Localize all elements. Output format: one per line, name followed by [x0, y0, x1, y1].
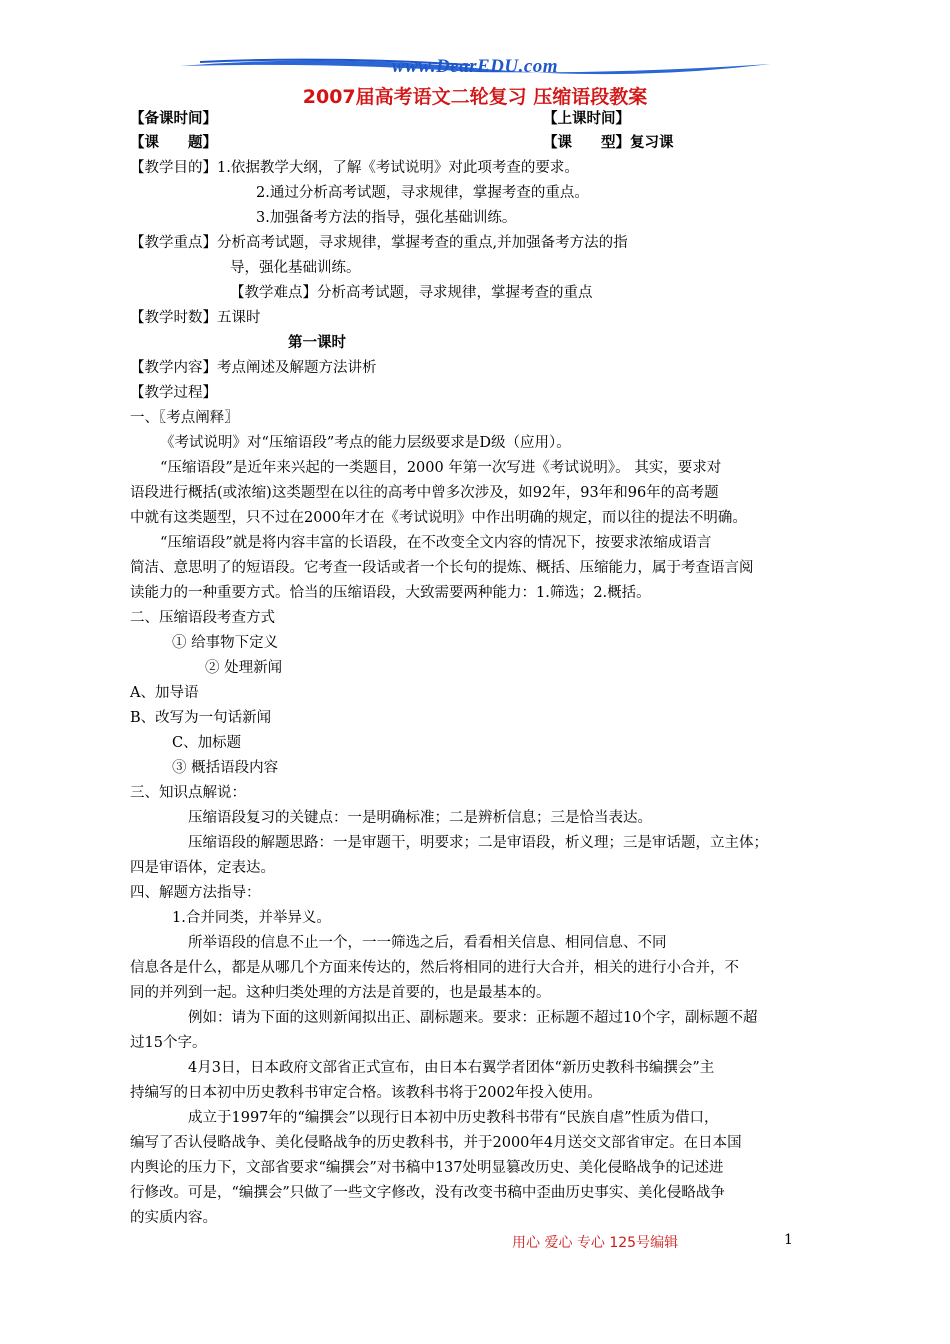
body-line: “压缩语段”就是将内容丰富的长语段，在不改变全文内容的情况下，按要求浓缩成语言 — [160, 535, 712, 551]
body-line: 成立于1997年的“编撰会”以现行日本初中历史教科书带有“民族自虐”性质为借口， — [188, 1110, 719, 1126]
body-line: C、加标题 — [172, 735, 242, 751]
body-line: 【教学难点】分析高考试题，寻求规律，掌握考查的重点 — [230, 285, 593, 301]
site-logo-text[interactable]: www.DearEDU.com — [391, 56, 559, 77]
body-line: 读能力的一种重要方式。恰当的压缩语段，大致需要两种能力：1.筛选；2.概括。 — [130, 585, 651, 601]
page-number: 1 — [784, 1232, 793, 1248]
body-line: 持编写的日本初中历史教科书审定合格。该教科书将于2002年投入使用。 — [130, 1085, 602, 1101]
body-line: 例如：请为下面的这则新闻拟出正、副标题来。要求：正标题不超过10个字，副标题不超 — [188, 1010, 758, 1026]
topic-label: 【课 题】 — [130, 134, 217, 151]
body-line: 内舆论的压力下，文部省要求“编撰会”对书稿中137处明显篡改历史、美化侵略战争的记述进 — [130, 1160, 724, 1176]
body-line: 3.加强备考方法的指导，强化基础训练。 — [256, 210, 517, 226]
body-line: ① 给事物下定义 — [172, 635, 279, 651]
body-line: 4月3日，日本政府文部省正式宣布，由日本右翼学者团体“新历史教科书编撰会”主 — [188, 1060, 715, 1076]
body-line: “压缩语段”是近年来兴起的一类题目，2000 年第一次写进《考试说明》。 其实，要求对 — [160, 460, 722, 476]
body-line: 编写了否认侵略战争、美化侵略战争的历史教科书，并于2000年4月送交文部省审定。在日本国 — [130, 1135, 742, 1151]
document-title: 2007届高考语文二轮复习 压缩语段教案 — [302, 86, 648, 108]
body-line: A、加导语 — [130, 685, 199, 701]
body-line: 1.合并同类，并举异义。 — [172, 910, 331, 926]
footer-text: 用心 爱心 专心 125号编辑 — [512, 1235, 679, 1251]
body-line: 四是审语体，定表达。 — [130, 860, 275, 876]
section-heading: 第一课时 — [288, 334, 346, 351]
body-line: 【教学内容】考点阐述及解题方法讲析 — [130, 360, 377, 376]
body-line: 【教学目的】1.依据教学大纲，了解《考试说明》对此项考查的要求。 — [130, 160, 579, 176]
body-line: 【教学重点】分析高考试题，寻求规律，掌握考查的重点,并加强备考方法的指 — [130, 235, 628, 251]
prep-time-label: 【备课时间】 — [130, 110, 217, 127]
body-line: 2.通过分析高考试题，寻求规律，掌握考查的重点。 — [256, 185, 589, 201]
body-line: 【教学过程】 — [130, 385, 217, 401]
body-line: 【教学时数】五课时 — [130, 310, 261, 326]
type-label: 【课 型】复习课 — [543, 134, 674, 151]
body-line: 二、压缩语段考查方式 — [130, 610, 275, 626]
body-line: 过15个字。 — [130, 1035, 207, 1051]
body-line: 同的并列到一起。这种归类处理的方法是首要的，也是最基本的。 — [130, 985, 551, 1001]
body-line: 压缩语段的解题思路：一是审题干，明要求；二是审语段，析义理；三是审话题，立主体； — [188, 835, 768, 851]
body-line: 四、解题方法指导： — [130, 885, 261, 901]
body-line: 行修改。可是，“编撰会”只做了一些文字修改，没有改变书稿中歪曲历史事实、美化侵略战争 — [130, 1185, 725, 1201]
body-line: ② 处理新闻 — [205, 660, 283, 676]
body-line: B、改写为一句话新闻 — [130, 710, 272, 726]
body-line: 导，强化基础训练。 — [230, 260, 361, 276]
body-line: 三、知识点解说： — [130, 785, 246, 801]
body-line: 简洁、意思明了的短语段。它考查一段话或者一个长句的提炼、概括、压缩能力，属于考查语言阅 — [130, 560, 754, 576]
body-line: 语段进行概括(或浓缩)这类题型在以往的高考中曾多次涉及，如92年，93年和96年的高考题 — [130, 485, 719, 501]
body-line: 中就有这类题型，只不过在2000年才在《考试说明》中作出明确的规定，而以往的提法不明确。 — [130, 510, 747, 526]
body-line: ③ 概括语段内容 — [172, 760, 279, 776]
body-line: 《考试说明》对“压缩语段”考点的能力层级要求是D级（应用）。 — [160, 435, 571, 451]
body-line: 所举语段的信息不止一个，一一筛选之后，看看相关信息、相同信息、不同 — [188, 935, 667, 951]
body-line: 的实质内容。 — [130, 1210, 217, 1226]
body-line: 信息各是什么，都是从哪几个方面来传达的，然后将相同的进行大合并，相关的进行小合并，不 — [130, 960, 739, 976]
class-time-label: 【上课时间】 — [543, 110, 630, 127]
body-line: 压缩语段复习的关键点：一是明确标准；二是辨析信息；三是恰当表达。 — [188, 810, 652, 826]
body-line: 一、〖考点阐释〗 — [130, 410, 239, 426]
